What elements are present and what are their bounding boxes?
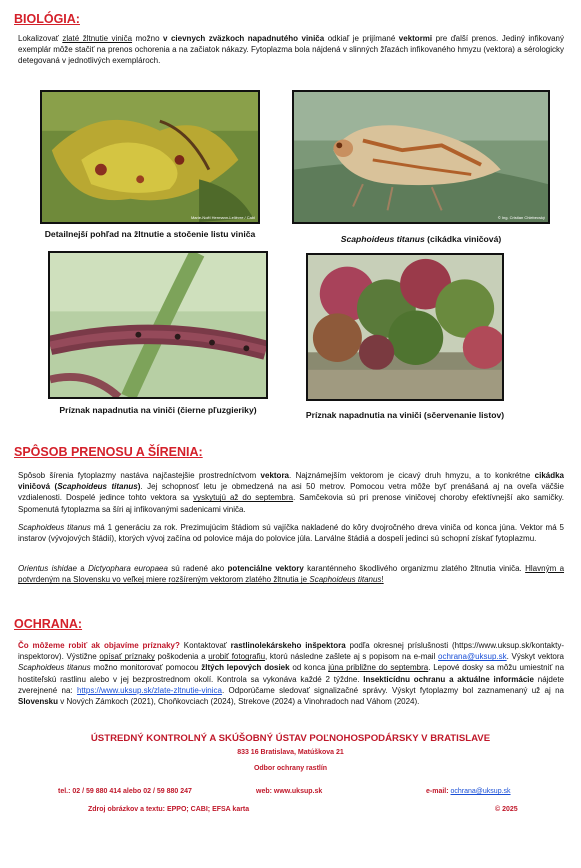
- prenos-paragraph-3: [18, 563, 564, 585]
- text-run: opísať príznaky: [99, 652, 155, 662]
- text-run: !: [381, 575, 384, 585]
- prenos-paragraph-1: [18, 470, 564, 515]
- text-run: Scaphoideus titanus: [18, 523, 91, 532]
- text-run: karanténneho škodlivého organizmu zlatého žltnutia viniča.: [303, 564, 526, 573]
- text-run: vektormi: [398, 34, 433, 43]
- text-run: . Najznámejším vektorom je cicavý druh hmyzu, a to konkrétne: [289, 471, 535, 480]
- text-run: od konca: [289, 663, 329, 673]
- text-run: rastlinolekárskeho inšpektora: [230, 641, 346, 650]
- caption-photo-2: [292, 234, 550, 245]
- footer-email-link[interactable]: ochrana@uksup.sk: [450, 788, 511, 795]
- caption-photo-3: Príznak napadnutia na viniči (čierne pľuzgieriky): [59, 405, 257, 415]
- text-run: cikádka viničová (: [18, 471, 564, 492]
- text-run: . Odporúčame sledovať signalizačné správy. Výskyt fytoplazmy bol zaznamenaný už aj na: [221, 685, 565, 695]
- text-link[interactable]: https://www.uksup.sk/zlate-zltnutie-vinica: [76, 685, 222, 695]
- prenos-paragraph-2: [18, 522, 564, 544]
- text-run: , ktorú následne zašlete aj s popisom na e-mail: [265, 652, 439, 662]
- text-run: Hlavným a potvrdeným na Slovensku vo veľkej miere rozšíreným vektorom zlatého žltnutia je: [18, 564, 565, 585]
- text-run: Scaphoideus titanus: [57, 482, 138, 492]
- photo-leafhopper: [292, 90, 550, 224]
- text-run: . Lepové dosky sa môžu umiestniť na hostiteľskú rastlinu alebo v jej bezprostrednom okolí. Kontrola sa vykonáva každé 2 týždne.: [18, 663, 565, 684]
- text-run: možno: [132, 34, 164, 43]
- text-run: v cievnych zväzkoch napadnutého viniča: [163, 34, 325, 43]
- footer-image-source: Zdroj obrázkov a textu: EPPO; CABI; EFSA karta: [88, 806, 250, 813]
- footer-email-label: e-mail:: [426, 788, 451, 795]
- text-run: . Výskyt vektora: [506, 652, 564, 662]
- text-run: . Jej schopnosť letu je obmedzená na asi 50 metrov. Pomocou vetra môže byť prenášaná aj na oveľa väčšie vzdialenosti. Dospelé jedince tohto vektora sa: [18, 482, 565, 503]
- text-run: v Nových Zámkoch (2021), Choňkovciach (2024), Strekove (2024) a Vinohradoch nad Váhom (2024).: [58, 697, 420, 707]
- text-run: vyskytujú až do septembra: [193, 493, 294, 503]
- caption-photo-4: Príznak napadnutia na viniči (sčervenanie listov): [305, 410, 505, 420]
- text-run: Scaphoideus titanus: [18, 663, 91, 673]
- footer-address: 833 16 Bratislava, Matúškova 21: [237, 749, 344, 756]
- text-run: sú radené ako: [167, 564, 228, 573]
- section-heading-biologia: BIOLÓGIA:: [14, 12, 80, 26]
- text-run: má 1 generáciu za rok. Prezimujúcim štádiom sú vajíčka nakladené do kôry dvojročného dreva viniča od konca júna. Vektor má 5 instarov (vývojových štádií), ktorých vývoj začína od polovice mája do polovice júla. Larválne štádiá a dospelí jedinci sú schopní získať fytoplazmu.: [18, 523, 564, 544]
- caption-photo-2-rest: (cikádka viničová): [424, 234, 502, 244]
- text-run: Slovensku: [18, 697, 59, 707]
- text-run: Čo môžeme robiť ak objavíme príznaky?: [18, 641, 180, 650]
- photo-red-leaves: [306, 253, 504, 401]
- text-run: Insekticídnu ochranu a aktuálne informácie: [363, 674, 534, 684]
- biologia-paragraph: [18, 33, 564, 67]
- footer-copyright: © 2025: [495, 806, 518, 813]
- text-link[interactable]: ochrana@uksup.sk: [438, 652, 507, 662]
- text-run: Scaphoideus titanus: [309, 575, 382, 585]
- text-run: vektora: [260, 471, 290, 480]
- text-run: zlaté žltnutie viniča: [62, 34, 133, 43]
- text-run: a: [76, 564, 89, 573]
- text-run: možno monitorovať pomocou: [90, 663, 202, 673]
- photo-yellow-leaf: [40, 90, 260, 224]
- text-run: Spôsob šírenia fytoplazmy nastáva najčastejšie prostredníctvom: [18, 471, 261, 480]
- text-run: urobiť fotografiu: [208, 652, 266, 662]
- ochrana-paragraph: [18, 640, 564, 707]
- footer-department: Odbor ochrany rastlín: [253, 765, 328, 772]
- caption-photo-1: Detailnejší pohľad na žltnutie a stočenie listu viniča: [44, 229, 256, 239]
- photo-credit: Marie-Noël Hermann-Lelièvre / Cabi: [190, 215, 255, 220]
- text-run: Kontaktovať: [179, 641, 231, 650]
- footer-organization: ÚSTREDNÝ KONTROLNÝ A SKÚŠOBNÝ ÚSTAV POĽNOHOSPODÁRSKY V BRATISLAVE: [90, 733, 491, 744]
- text-run: žltých lepových dosiek: [201, 663, 290, 673]
- photo-credit: © Ing. Cristian Chlebecský: [497, 215, 545, 220]
- text-run: júna približne do septembra: [328, 663, 429, 673]
- text-run: potenciálne vektory: [227, 564, 304, 573]
- text-run: poškodenia a: [154, 652, 209, 662]
- text-run: Orientus ishidae: [18, 564, 77, 573]
- photo-vine-stem: [48, 251, 268, 399]
- footer-phone: tel.: 02 / 59 880 414 alebo 02 / 59 880 247: [58, 788, 192, 795]
- text-run: . Samčekovia sú pri prenose viničovej choroby efektívnejší ako samičky. Spomenutá fytoplazma sa šíri aj infikovanými sadenicami viniča.: [18, 493, 564, 514]
- text-run: pre ďalší prenos. Jediný infikovaný exemplár môže stačiť na prenos ochorenia a na začiatok nákazy. Fytoplazma bola nájdená v slinných žľazách infikovaného hmyzu (vektora) a sérologicky detegovaná v jednotlivých exemplároch.: [18, 34, 564, 66]
- caption-photo-2-species: Scaphoideus titanus: [340, 234, 425, 244]
- text-run: nájdete zverejnené na:: [18, 674, 564, 695]
- footer-web[interactable]: web: www.uksup.sk: [256, 788, 323, 795]
- text-run: ): [137, 482, 141, 492]
- section-heading-ochrana: OCHRANA:: [14, 617, 83, 631]
- text-run: odkiaľ je prijímané: [324, 34, 399, 43]
- text-run: Dictyophara europaea: [88, 564, 168, 573]
- footer-email: [426, 788, 511, 795]
- section-heading-prenos: SPÔSOB PRENOSU A ŠÍRENIA:: [14, 445, 203, 459]
- text-run: podľa okresnej príslušnosti (https://www.uksup.sk/kontakty-inspektorov). Výstižne: [18, 641, 564, 662]
- text-run: Lokalizovať: [18, 34, 63, 43]
